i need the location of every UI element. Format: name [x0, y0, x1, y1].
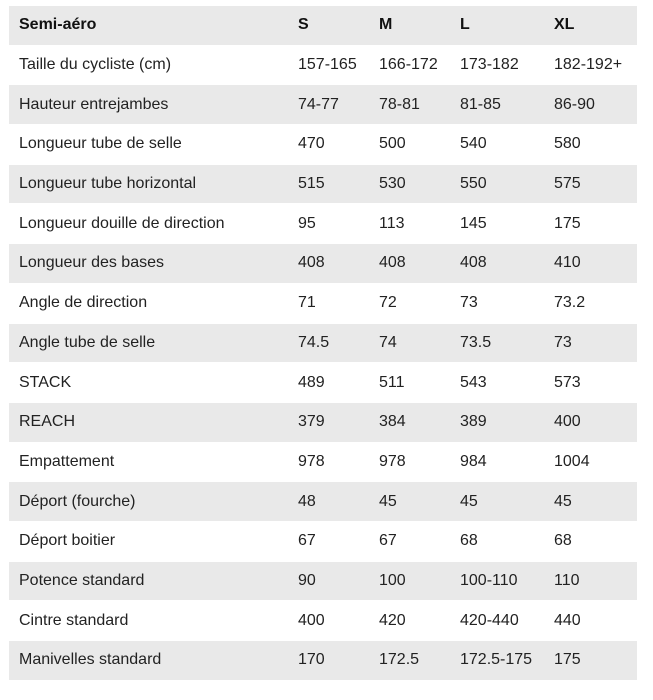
- cell-size-m: 72: [371, 284, 452, 324]
- cell-size-m: 45: [371, 482, 452, 522]
- row-label: Déport boitier: [9, 522, 290, 562]
- cell-size-s: 379: [290, 403, 371, 443]
- table-row: [9, 641, 637, 681]
- table-row: [9, 165, 637, 205]
- cell-size-m: 420: [371, 601, 452, 641]
- cell-size-s: 95: [290, 204, 371, 244]
- cell-size-xl: 400: [546, 403, 637, 443]
- cell-size-xl: 575: [546, 165, 637, 205]
- cell-size-xl: 86-90: [546, 85, 637, 125]
- cell-size-l: 172.5-175: [452, 641, 546, 681]
- cell-size-s: 71: [290, 284, 371, 324]
- row-label: Taille du cycliste (cm): [9, 46, 290, 86]
- row-label: Longueur tube horizontal: [9, 165, 290, 205]
- table-row: [9, 324, 637, 364]
- row-label: Angle de direction: [9, 284, 290, 324]
- cell-size-s: 470: [290, 125, 371, 165]
- row-label: Angle tube de selle: [9, 324, 290, 364]
- cell-size-s: 170: [290, 641, 371, 681]
- geometry-table-container: [9, 6, 637, 681]
- cell-size-l: 45: [452, 482, 546, 522]
- cell-size-l: 543: [452, 363, 546, 403]
- table-row: [9, 244, 637, 284]
- cell-size-xl: 73: [546, 324, 637, 364]
- cell-size-l: 984: [452, 443, 546, 483]
- geometry-table: [9, 6, 637, 681]
- table-row: [9, 482, 637, 522]
- row-label: Empattement: [9, 443, 290, 483]
- row-label: Longueur douille de direction: [9, 204, 290, 244]
- cell-size-s: 90: [290, 562, 371, 602]
- row-label: Déport (fourche): [9, 482, 290, 522]
- cell-size-l: 73.5: [452, 324, 546, 364]
- cell-size-l: 145: [452, 204, 546, 244]
- table-row: [9, 125, 637, 165]
- cell-size-xl: 573: [546, 363, 637, 403]
- cell-size-s: 157-165: [290, 46, 371, 86]
- cell-size-s: 74-77: [290, 85, 371, 125]
- cell-size-m: 172.5: [371, 641, 452, 681]
- header-size-l: L: [452, 6, 546, 46]
- cell-size-xl: 410: [546, 244, 637, 284]
- row-label: Hauteur entrejambes: [9, 85, 290, 125]
- cell-size-s: 408: [290, 244, 371, 284]
- cell-size-s: 48: [290, 482, 371, 522]
- cell-size-xl: 68: [546, 522, 637, 562]
- cell-size-m: 384: [371, 403, 452, 443]
- table-row: [9, 363, 637, 403]
- cell-size-m: 978: [371, 443, 452, 483]
- table-row: [9, 601, 637, 641]
- cell-size-m: 408: [371, 244, 452, 284]
- cell-size-xl: 45: [546, 482, 637, 522]
- cell-size-s: 515: [290, 165, 371, 205]
- cell-size-m: 530: [371, 165, 452, 205]
- table-row: [9, 85, 637, 125]
- cell-size-s: 978: [290, 443, 371, 483]
- table-row: [9, 204, 637, 244]
- row-label: REACH: [9, 403, 290, 443]
- row-label: STACK: [9, 363, 290, 403]
- cell-size-l: 408: [452, 244, 546, 284]
- cell-size-xl: 440: [546, 601, 637, 641]
- row-label: Longueur des bases: [9, 244, 290, 284]
- row-label: Longueur tube de selle: [9, 125, 290, 165]
- cell-size-l: 100-110: [452, 562, 546, 602]
- table-row: [9, 562, 637, 602]
- cell-size-m: 166-172: [371, 46, 452, 86]
- cell-size-xl: 580: [546, 125, 637, 165]
- cell-size-l: 420-440: [452, 601, 546, 641]
- cell-size-xl: 1004: [546, 443, 637, 483]
- row-label: Cintre standard: [9, 601, 290, 641]
- cell-size-xl: 182-192+: [546, 46, 637, 86]
- cell-size-m: 511: [371, 363, 452, 403]
- cell-size-m: 78-81: [371, 85, 452, 125]
- table-row: [9, 522, 637, 562]
- header-size-s: S: [290, 6, 371, 46]
- table-row: [9, 443, 637, 483]
- table-header-row: [9, 6, 637, 46]
- cell-size-m: 67: [371, 522, 452, 562]
- cell-size-m: 113: [371, 204, 452, 244]
- cell-size-l: 540: [452, 125, 546, 165]
- cell-size-l: 173-182: [452, 46, 546, 86]
- cell-size-xl: 175: [546, 204, 637, 244]
- header-label: Semi-aéro: [9, 6, 290, 46]
- cell-size-s: 489: [290, 363, 371, 403]
- table-row: [9, 403, 637, 443]
- cell-size-l: 389: [452, 403, 546, 443]
- table-body: [9, 46, 637, 681]
- cell-size-m: 500: [371, 125, 452, 165]
- table-row: [9, 284, 637, 324]
- header-size-m: M: [371, 6, 452, 46]
- cell-size-m: 100: [371, 562, 452, 602]
- cell-size-l: 550: [452, 165, 546, 205]
- cell-size-s: 67: [290, 522, 371, 562]
- header-size-xl: XL: [546, 6, 637, 46]
- cell-size-s: 400: [290, 601, 371, 641]
- cell-size-m: 74: [371, 324, 452, 364]
- cell-size-s: 74.5: [290, 324, 371, 364]
- row-label: Potence standard: [9, 562, 290, 602]
- cell-size-xl: 175: [546, 641, 637, 681]
- row-label: Manivelles standard: [9, 641, 290, 681]
- cell-size-l: 68: [452, 522, 546, 562]
- cell-size-xl: 110: [546, 562, 637, 602]
- cell-size-l: 73: [452, 284, 546, 324]
- cell-size-l: 81-85: [452, 85, 546, 125]
- table-row: [9, 46, 637, 86]
- cell-size-xl: 73.2: [546, 284, 637, 324]
